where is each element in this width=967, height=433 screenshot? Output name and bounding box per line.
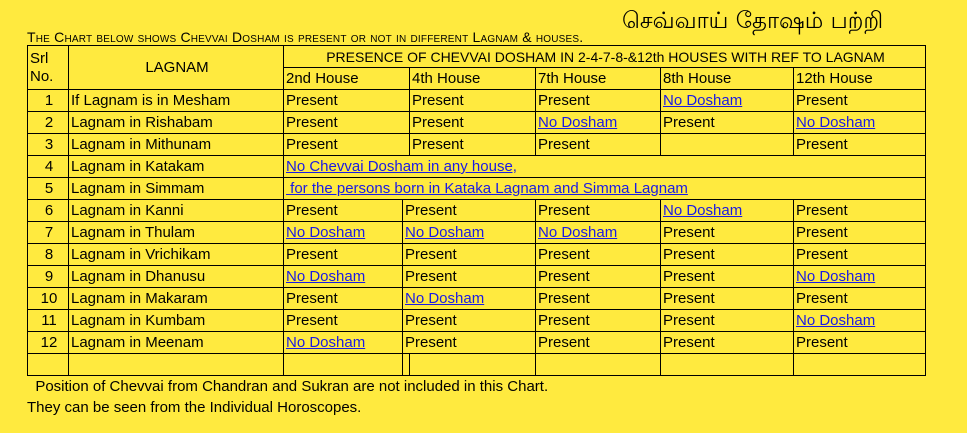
no-dosham-link[interactable]: No Dosham (796, 114, 876, 131)
house-12th-cell: Present (794, 288, 926, 310)
house-2nd-cell: Present (284, 134, 410, 156)
house-4th-cell: Present (410, 90, 536, 112)
house-12th-cell: Present (794, 134, 926, 156)
lagnam-header: LAGNAM (69, 46, 284, 90)
house-7th-cell: Present (536, 134, 661, 156)
table-row (28, 178, 926, 200)
lagnam-cell: Lagnam in Dhanusu (69, 266, 284, 288)
no-dosham-link[interactable]: No Dosham (405, 290, 485, 307)
no-dosham-link[interactable]: No Dosham (796, 268, 876, 285)
house-12th-cell[interactable] (794, 266, 926, 288)
tamil-title: செவ்வாய் தோஷம் பற்றி (622, 8, 884, 34)
lagnam-cell: Lagnam in Thulam (69, 222, 284, 244)
row-number: 12 (28, 332, 69, 354)
lagnam-cell: Lagnam in Meenam (69, 332, 284, 354)
house-2nd-cell: Present (284, 244, 403, 266)
house-2nd-cell[interactable] (284, 266, 403, 288)
house-4th-cell: Present (403, 332, 536, 354)
presence-header: PRESENCE OF CHEVVAI DOSHAM IN 2-4-7-8-&12th HOUSES WITH REF TO LAGNAM (284, 46, 926, 68)
house-7th-cell: Present (536, 332, 661, 354)
house-8th-cell: Present (661, 266, 794, 288)
house-8th-cell[interactable] (661, 200, 794, 222)
house-2nd-cell: Present (284, 310, 403, 332)
house-7th-cell: Present (536, 310, 661, 332)
house-8th-cell: Present (661, 244, 794, 266)
lagnam-cell: Lagnam in Makaram (69, 288, 284, 310)
table-row (28, 332, 926, 354)
house-2nd-cell[interactable] (284, 222, 403, 244)
table-row (28, 156, 926, 178)
table-row (28, 310, 926, 332)
house-7th-cell: Present (536, 90, 661, 112)
merged-note-line2[interactable] (284, 178, 926, 200)
row-number: 3 (28, 134, 69, 156)
house-12th-cell: Present (794, 200, 926, 222)
row-number: 6 (28, 200, 69, 222)
srl-header-line2: No. (30, 67, 54, 85)
table-row (28, 288, 926, 310)
no-dosham-link[interactable]: No Dosham (663, 92, 743, 109)
empty-row (28, 354, 926, 376)
srl-header-line1: Srl (30, 49, 49, 67)
chevvai-dosham-table (27, 45, 926, 376)
house-4th-cell: Present (410, 112, 536, 134)
row-number: 4 (28, 156, 69, 178)
house-header-12th: 12th House (794, 68, 926, 90)
row-number: 1 (28, 90, 69, 112)
house-4th-cell[interactable] (403, 222, 536, 244)
house-12th-cell: Present (794, 332, 926, 354)
header-row-1 (28, 46, 926, 68)
house-7th-cell: Present (536, 266, 661, 288)
no-dosham-link[interactable]: No Dosham (663, 202, 743, 219)
house-2nd-cell[interactable] (284, 332, 403, 354)
lagnam-cell: Lagnam in Rishabam (69, 112, 284, 134)
chart-caption: The Chart below shows Chevvai Dosham is present or not in different Lagnam & houses. (27, 29, 584, 45)
house-12th-cell: Present (794, 222, 926, 244)
house-8th-cell: Present (661, 222, 794, 244)
house-12th-cell: Present (794, 90, 926, 112)
house-4th-cell: Present (410, 134, 536, 156)
footnote-line2: They can be seen from the Individual Horoscopes. (27, 399, 362, 416)
merged-note-link-1[interactable]: No Chevvai Dosham in any house, (286, 158, 517, 175)
house-7th-cell: Present (536, 288, 661, 310)
no-dosham-link[interactable]: No Dosham (286, 334, 366, 351)
house-12th-cell[interactable] (794, 112, 926, 134)
lagnam-cell: Lagnam in Vrichikam (69, 244, 284, 266)
row-number: 5 (28, 178, 69, 200)
house-8th-cell: Present (661, 288, 794, 310)
lagnam-cell: If Lagnam is in Mesham (69, 90, 284, 112)
merged-note-line1[interactable] (284, 156, 926, 178)
table-row (28, 266, 926, 288)
house-4th-cell: Present (403, 200, 536, 222)
lagnam-cell: Lagnam in Kanni (69, 200, 284, 222)
row-number: 11 (28, 310, 69, 332)
table-row (28, 244, 926, 266)
house-2nd-cell: Present (284, 200, 403, 222)
merged-note-link-2[interactable]: for the persons born in Kataka Lagnam and Simma Lagnam (286, 180, 688, 197)
house-8th-cell: Present (661, 112, 794, 134)
lagnam-cell: Lagnam in Mithunam (69, 134, 284, 156)
footnote-line1: Position of Chevvai from Chandran and Sukran are not included in this Chart. (27, 378, 549, 395)
row-number: 2 (28, 112, 69, 134)
table-row (28, 134, 926, 156)
house-8th-cell: Present (661, 310, 794, 332)
house-2nd-cell: Present (284, 288, 403, 310)
house-7th-cell: Present (536, 244, 661, 266)
srl-header (28, 46, 69, 90)
row-number: 10 (28, 288, 69, 310)
house-7th-cell: Present (536, 200, 661, 222)
house-12th-cell[interactable] (794, 310, 926, 332)
no-dosham-link[interactable]: No Dosham (286, 268, 366, 285)
row-number: 7 (28, 222, 69, 244)
house-2nd-cell: Present (284, 112, 410, 134)
row-number: 9 (28, 266, 69, 288)
house-4th-cell: Present (403, 244, 536, 266)
table-row (28, 112, 926, 134)
no-dosham-link[interactable]: No Dosham (538, 224, 618, 241)
house-4th-cell: Present (403, 310, 536, 332)
lagnam-cell: Lagnam in Simmam (69, 178, 284, 200)
house-4th-cell[interactable] (403, 288, 536, 310)
row-number: 8 (28, 244, 69, 266)
no-dosham-link[interactable]: No Dosham (796, 312, 876, 329)
table-row (28, 200, 926, 222)
no-dosham-link[interactable]: No Dosham (286, 224, 366, 241)
house-4th-cell: Present (403, 266, 536, 288)
lagnam-cell: Lagnam in Katakam (69, 156, 284, 178)
no-dosham-link[interactable]: No Dosham (538, 114, 618, 131)
house-7th-cell[interactable] (536, 112, 661, 134)
no-dosham-link[interactable]: No Dosham (405, 224, 485, 241)
house-7th-cell[interactable] (536, 222, 661, 244)
house-header-7th: 7th House (536, 68, 661, 90)
house-8th-cell[interactable] (661, 90, 794, 112)
lagnam-cell: Lagnam in Kumbam (69, 310, 284, 332)
table-row (28, 90, 926, 112)
house-12th-cell: Present (794, 244, 926, 266)
house-8th-cell (661, 134, 794, 156)
house-header-4th: 4th House (410, 68, 536, 90)
house-2nd-cell: Present (284, 90, 410, 112)
house-header-8th: 8th House (661, 68, 794, 90)
house-header-2nd: 2nd House (284, 68, 410, 90)
table-row (28, 222, 926, 244)
house-8th-cell: Present (661, 332, 794, 354)
